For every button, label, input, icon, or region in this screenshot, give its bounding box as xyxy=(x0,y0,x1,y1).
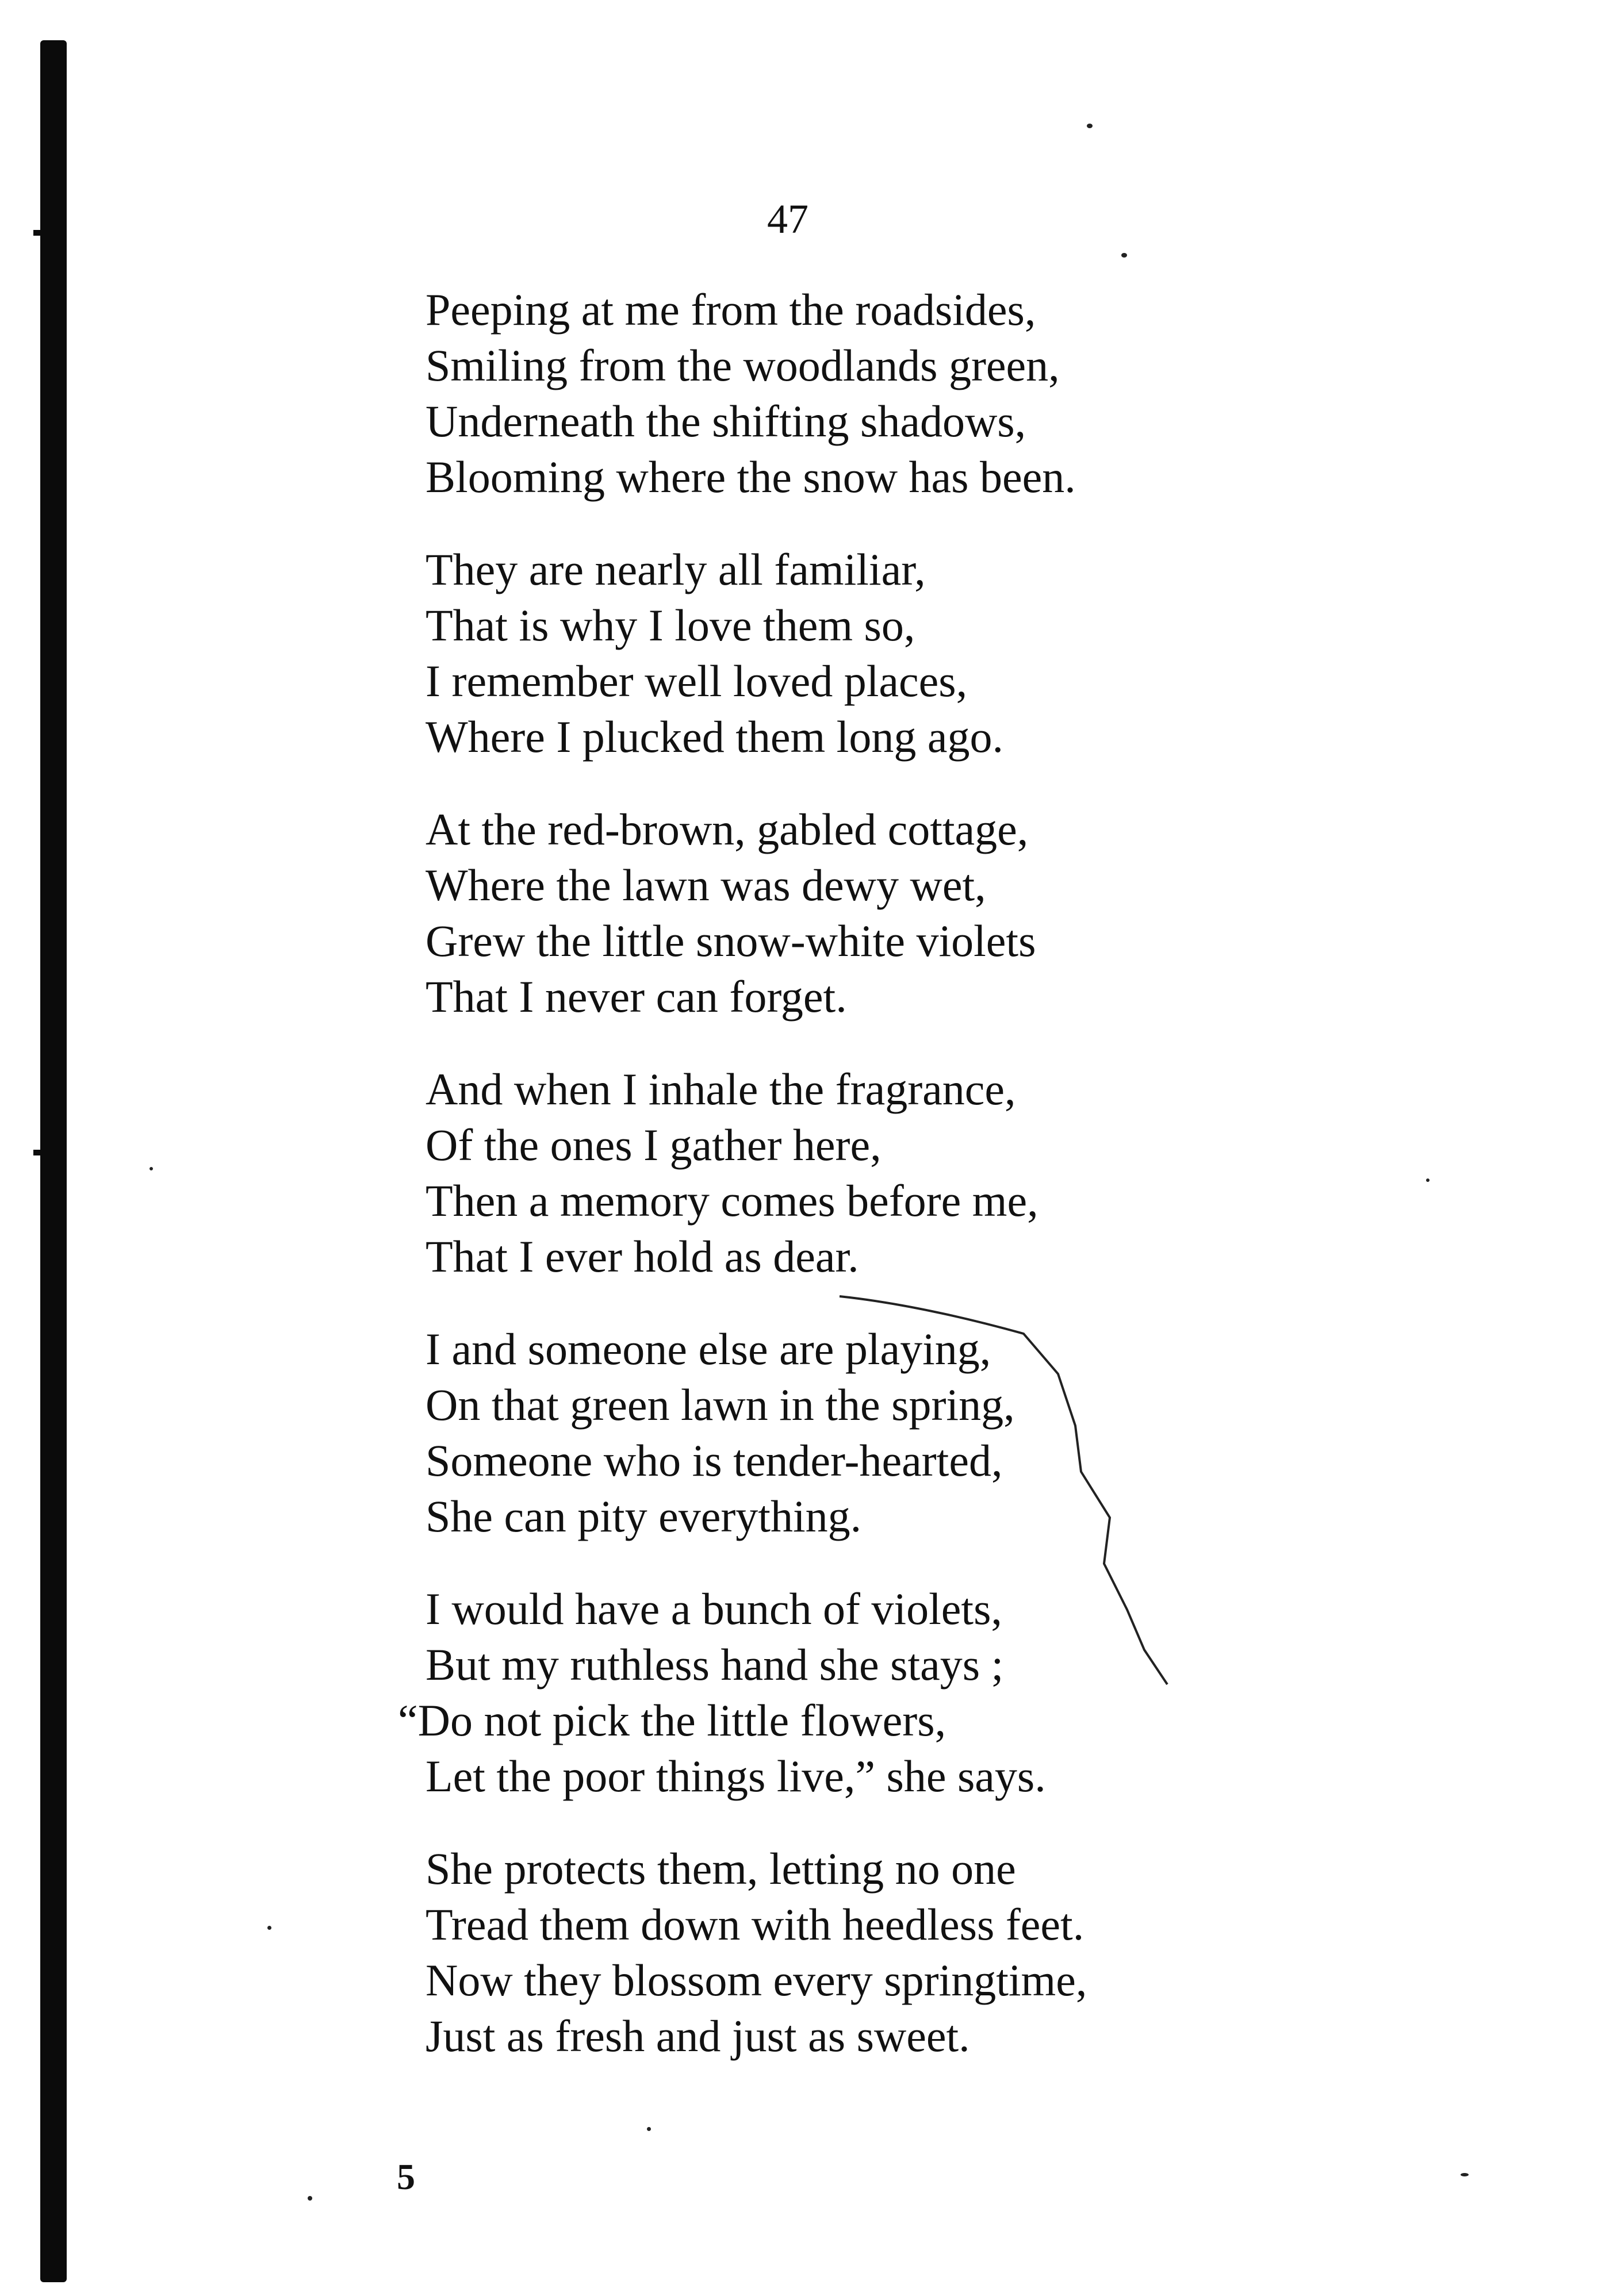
ink-speck xyxy=(150,1167,153,1170)
poem-line: Let the poor things live,” she says. xyxy=(426,1751,1046,1801)
poem-line: She can pity everything. xyxy=(426,1491,862,1541)
poem-line: Grew the little snow-white violets xyxy=(426,916,1036,966)
poem-line: Peeping at me from the roadsides, xyxy=(426,285,1036,335)
ink-speck xyxy=(647,2127,651,2131)
poem-line: Where the lawn was dewy wet, xyxy=(426,860,986,910)
ink-speck xyxy=(267,1926,271,1930)
poem-line: Blooming where the snow has been. xyxy=(426,452,1076,502)
ink-speck xyxy=(1461,2173,1469,2176)
poem-line: And when I inhale the fragrance, xyxy=(426,1064,1016,1114)
ink-speck xyxy=(308,2196,312,2201)
poem-line: Tread them down with heedless feet. xyxy=(426,1899,1085,1949)
poem-line: At the red-brown, gabled cottage, xyxy=(426,804,1029,854)
poem-line: That I ever hold as dear. xyxy=(426,1231,859,1281)
poem-line: That I never can forget. xyxy=(426,972,847,1022)
page-number: 47 xyxy=(767,196,808,242)
poem-line: They are nearly all familiar, xyxy=(426,544,926,594)
poem-line: “Do not pick the little flowers, xyxy=(398,1695,946,1745)
poem-line: On that green lawn in the spring, xyxy=(426,1380,1015,1430)
poem-line: I and someone else are playing, xyxy=(426,1324,991,1374)
poem-line: Smiling from the woodlands green, xyxy=(426,340,1060,390)
poem-line: Then a memory comes before me, xyxy=(426,1176,1038,1226)
poem-line: Underneath the shifting shadows, xyxy=(426,396,1026,446)
poem-line: That is why I love them so, xyxy=(426,600,915,650)
ink-speck xyxy=(1121,253,1127,258)
poem-line: Just as fresh and just as sweet. xyxy=(426,2011,970,2061)
poem-line: Of the ones I gather here, xyxy=(426,1120,882,1170)
poem-line: Someone who is tender-hearted, xyxy=(426,1435,1003,1485)
poem-line: I remember well loved places, xyxy=(426,656,968,706)
poem-line: Where I plucked them long ago. xyxy=(426,712,1003,762)
poem-line: Now they blossom every springtime, xyxy=(426,1955,1087,2005)
ink-speck xyxy=(1087,124,1093,128)
poem-line: But my ruthless hand she stays ; xyxy=(426,1640,1004,1690)
signature-mark: 5 xyxy=(397,2156,415,2197)
ink-speck xyxy=(1426,1178,1430,1182)
poem-line: I would have a bunch of violets, xyxy=(426,1584,1002,1634)
poem-line: She protects them, letting no one xyxy=(426,1844,1016,1894)
